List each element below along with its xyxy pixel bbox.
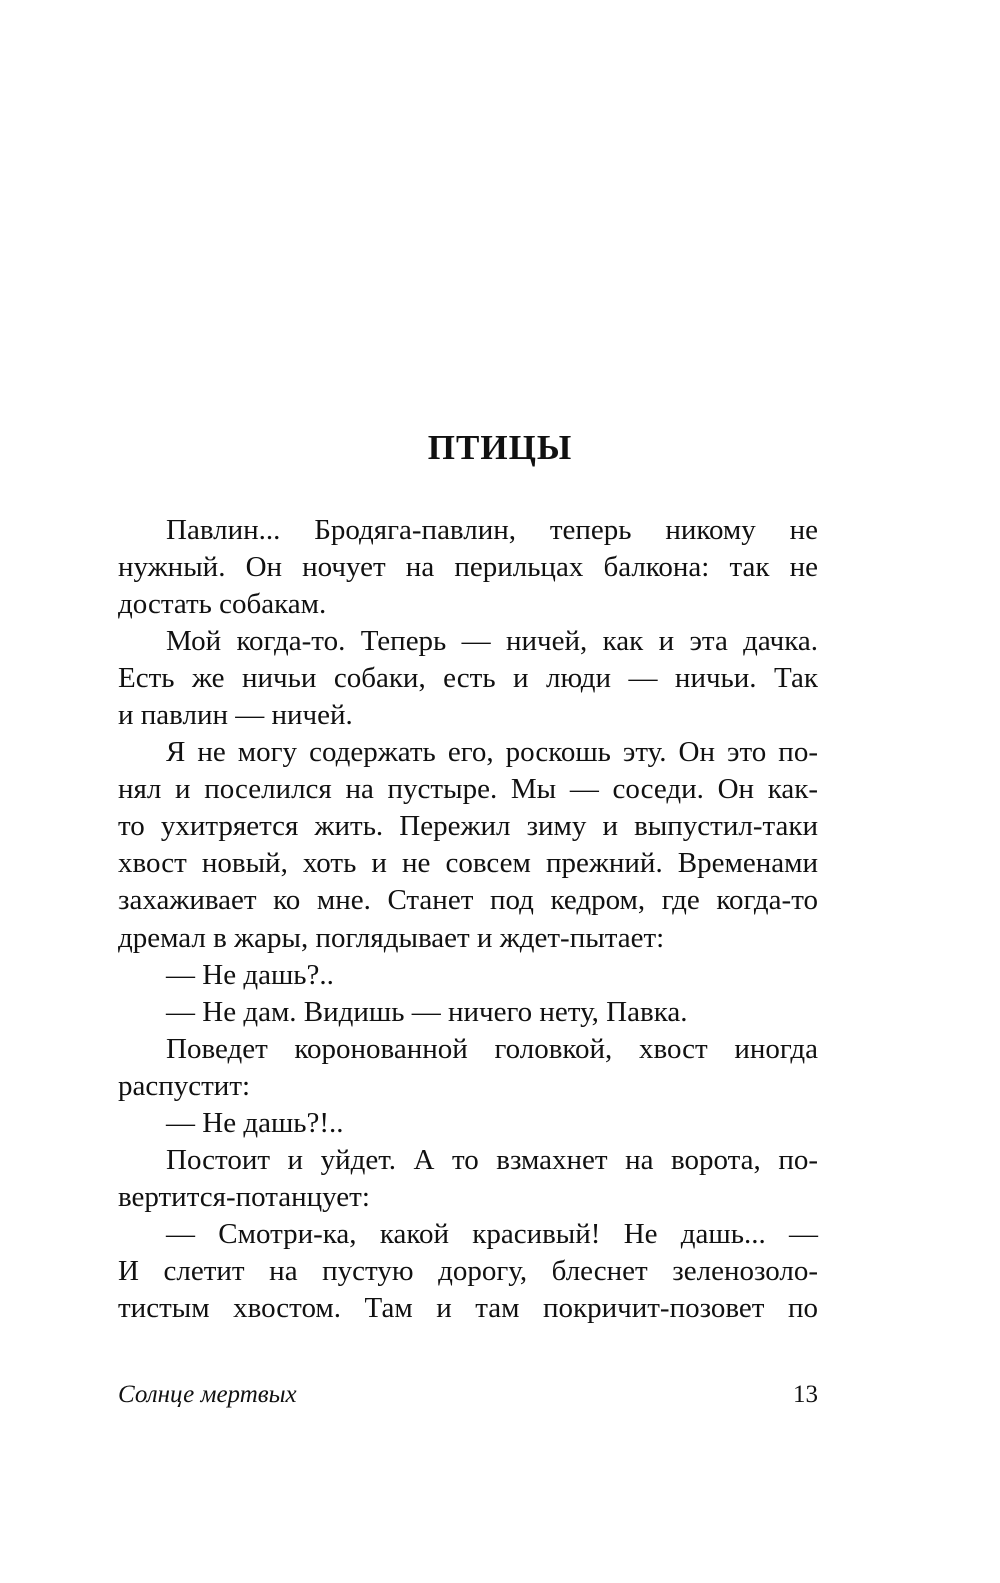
text-line: И слетит на пустую дорогу, блеснет зеленозоло- xyxy=(118,1254,818,1287)
text-line: нужный. Он ночует на перильцах балкона: так не xyxy=(118,551,818,584)
text-line: вертится-потанцует: xyxy=(118,1180,370,1213)
text-line: и павлин — ничей. xyxy=(118,699,353,732)
page-footer xyxy=(118,1381,818,1421)
chapter-body-text xyxy=(118,512,818,1327)
page-number: 13 xyxy=(793,1381,818,1408)
text-line: Павлин... Бродяга-павлин, теперь никому не xyxy=(166,514,818,546)
text-line: Я не могу содержать его, роскошь эту. Он это по- xyxy=(166,736,818,769)
text-line: Постоит и уйдет. А то взмахнет на ворота, по- xyxy=(166,1143,818,1176)
text-line: захаживает ко мне. Станет под кедром, где когда-то xyxy=(118,884,818,917)
text-line: нял и поселился на пустыре. Мы — соседи. Он как- xyxy=(118,773,818,806)
text-line: — Смотри-ка, какой красивый! Не дашь... — xyxy=(166,1217,818,1250)
text-line: достать собакам. xyxy=(118,588,327,621)
text-line: дремал в жары, поглядывает и ждет-пытает: xyxy=(118,921,665,954)
text-line: тистым хвостом. Там и там покричит-позовет по xyxy=(118,1291,818,1324)
text-line: Мой когда-то. Теперь — ничей, как и эта дачка. xyxy=(166,625,818,658)
text-line: распустит: xyxy=(118,1069,251,1102)
text-line: — Не дам. Видишь — ничего нету, Павка. xyxy=(166,995,688,1028)
running-title: Солнце мертвых xyxy=(118,1381,297,1408)
text-line: то ухитряется жить. Пережил зиму и выпустил-таки xyxy=(118,810,818,843)
text-line: — Не дашь?!.. xyxy=(166,1106,344,1139)
text-line: Поведет коронованной головкой, хвост иногда xyxy=(166,1032,818,1065)
text-line: — Не дашь?.. xyxy=(166,958,334,991)
chapter-title: ПТИЦЫ xyxy=(427,428,573,467)
text-line: Есть же ничьи собаки, есть и люди — ничьи. Так xyxy=(118,662,818,695)
text-line: хвост новый, хоть и не совсем прежний. Временами xyxy=(118,847,818,880)
